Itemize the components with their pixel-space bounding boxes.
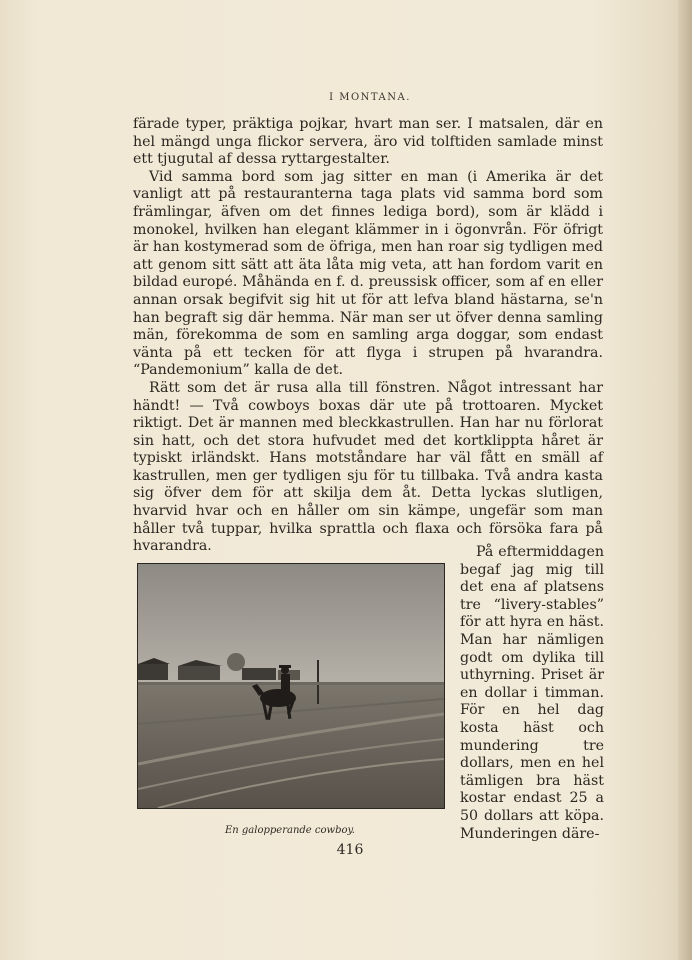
photo-caption: En galopperande cowboy. xyxy=(224,825,355,836)
running-head: I MONTANA. xyxy=(329,92,411,103)
page-number: 416 xyxy=(336,842,364,858)
paragraph-2: Vid samma bord som jag sitter en man (i Amerika är det vanligt att på restauranterna taga plats vid samma bord som främlingar, äfven om det finnes lediga bord), som är klädd i monokel, hvilken han elegant klämmer in i ögonvrån. För öfrigt är han kostymerad som de öfriga, men han roar sig tydligen med att genom sitt sätt att äta låta mig veta, att han fordom varit en bildad europé. Måhända en f. d. preussisk officer, som af en eller annan orsak begifvit sig hit ut för att lefva bland hästarna, se'n han begraft sig där hemma. När man ser ut öfver denna samling män, förekomma de som en samling arga doggar, som endast vänta på ett tecken för att flyga i strupen på hvarandra. “Pandemonium” kalla de det. xyxy=(133,168,603,379)
wrap-text-column xyxy=(460,544,604,843)
body-text xyxy=(133,116,603,556)
cowboy-photo xyxy=(137,563,445,809)
paragraph-4: På eftermiddagen begaf jag mig till det ena af platsens tre “livery-stables” för att hyra en häst. Man har nämligen godt om dylika till uthyrning. Priset är en dollar i timman. För en hel dag kosta häst och mundering tre dollars, men en hel tämligen bra häst kostar endast 25 a 50 dollars att köpa. Munderingen däre- xyxy=(460,544,604,842)
paragraph-3: Rätt som det är rusa alla till fönstren. Något intressant har händt! — Två cowboys boxas där ute på trottoaren. Mycket riktigt. Det är mannen med bleckkastrullen. Han har nu förlorat sin hatt, och det stora hufvudet med det kortklippta håret är typiskt irländskt. Hans motståndare har väl fått en smäll af kastrullen, men ger tydligen sju för tu tillbaka. Två andra kasta sig öfver dem för att skilja dem åt. Detta lyckas slutligen, hvarvid hvar och en håller om sin kämpe, ungefär som man håller två tuppar, hvilka sprattla och flaxa och försöka fara på hvarandra. xyxy=(133,379,603,555)
paragraph-1: färade typer, präktiga pojkar, hvart man ser. I matsalen, där en hel mängd unga flickor servera, äro vid tolftiden samlade minst ett tjugutal af dessa ryttargestalter. xyxy=(133,116,603,168)
page-gutter xyxy=(678,0,692,960)
photo-illustration xyxy=(138,564,444,808)
